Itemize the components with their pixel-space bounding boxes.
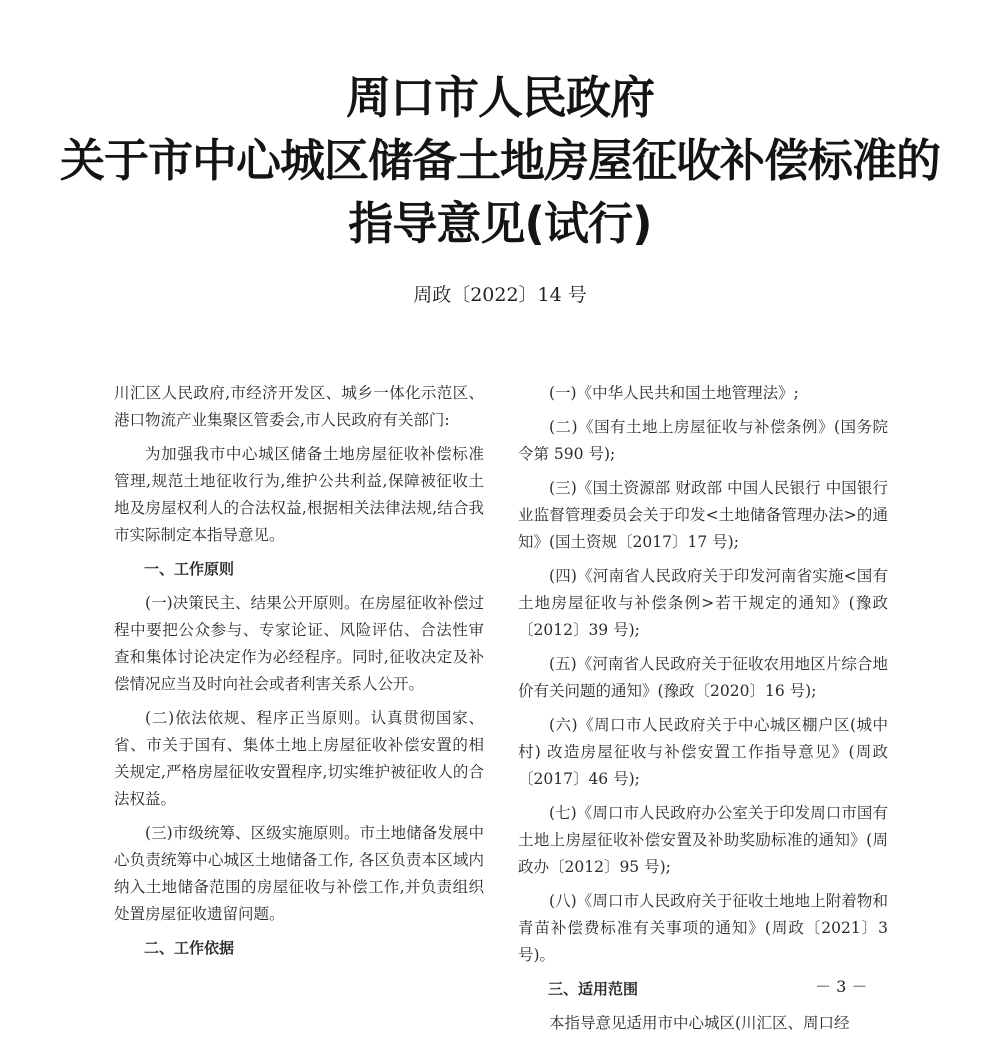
intro-paragraph: 为加强我市中心城区储备土地房屋征收补偿标准管理,规范土地征收行为,维护公共利益,保障被征收土地及房屋权利人的合法权益,根据相关法律法规,结合我市实际制定本指导意见。 <box>114 445 484 544</box>
page-number: － 3 － <box>815 977 868 996</box>
scope-paragraph: 本指导意见适用市中心城区(川汇区、周口经 <box>549 1014 850 1032</box>
section-heading-basis: 二、工作依据 <box>144 939 235 957</box>
basis-item-6: (六)《周口市人民政府关于中心城区棚户区(城中村) 改造房屋征收与补偿安置工作指导意见》(周政〔2017〕46 号); <box>518 716 888 788</box>
right-column <box>518 380 888 1044</box>
basis-item-7: (七)《周口市人民政府办公室关于印发周口市国有土地上房屋征收补偿安置及补助奖励标准的通知》(周政办〔2012〕95 号); <box>518 804 888 876</box>
basis-item-8: (八)《周口市人民政府关于征收土地地上附着物和青苗补偿费标准有关事项的通知》(周政〔2021〕3 号)。 <box>518 892 888 964</box>
title-line-3: 指导意见(试行) <box>348 197 652 250</box>
principle-paragraph-2: (二)依法依规、程序正当原则。认真贯彻国家、省、市关于国有、集体土地上房屋征收补偿安置的相关规定,严格房屋征收安置程序,切实维护被征收人的合法权益。 <box>114 709 484 808</box>
principle-paragraph-1: (一)决策民主、结果公开原则。在房屋征收补偿过程中要把公众参与、专家论证、风险评估、合法性审查和集体讨论决定作为必经程序。同时,征收决定及补偿情况应当及时向社会或者利害关系人公开。 <box>114 594 484 693</box>
section-heading-scope: 三、适用范围 <box>548 980 639 998</box>
title-line-1: 周口市人民政府 <box>345 71 654 124</box>
basis-item-2: (二)《国有土地上房屋征收与补偿条例》(国务院令第 590 号); <box>518 418 888 463</box>
section-heading-principles: 一、工作原则 <box>144 560 235 578</box>
basis-item-1: (一)《中华人民共和国土地管理法》; <box>549 384 799 402</box>
addressee-paragraph: 川汇区人民政府,市经济开发区、城乡一体化示范区、港口物流产业集聚区管委会,市人民政府有关部门: <box>114 384 484 429</box>
left-column <box>114 380 484 969</box>
document-title <box>0 66 1000 255</box>
basis-item-4: (四)《河南省人民政府关于印发河南省实施<国有土地房屋征收与补偿条例>若干规定的通知》(豫政〔2012〕39 号); <box>518 567 888 639</box>
basis-item-5: (五)《河南省人民政府关于征收农用地区片综合地价有关问题的通知》(豫政〔2020〕16 号); <box>518 655 888 700</box>
document-number: 周政〔2022〕14 号 <box>413 284 587 306</box>
title-line-2: 关于市中心城区储备土地房屋征收补偿标准的 <box>59 134 940 187</box>
basis-item-3: (三)《国土资源部 财政部 中国人民银行 中国银行业监督管理委员会关于印发<土地储备管理办法>的通知》(国土资规〔2017〕17 号); <box>518 479 888 551</box>
principle-paragraph-3: (三)市级统筹、区级实施原则。市土地储备发展中心负责统筹中心城区土地储备工作, 各区负责本区域内纳入土地储备范围的房屋征收与补偿工作,并负责组织处置房屋征收遗留问题。 <box>114 824 484 923</box>
